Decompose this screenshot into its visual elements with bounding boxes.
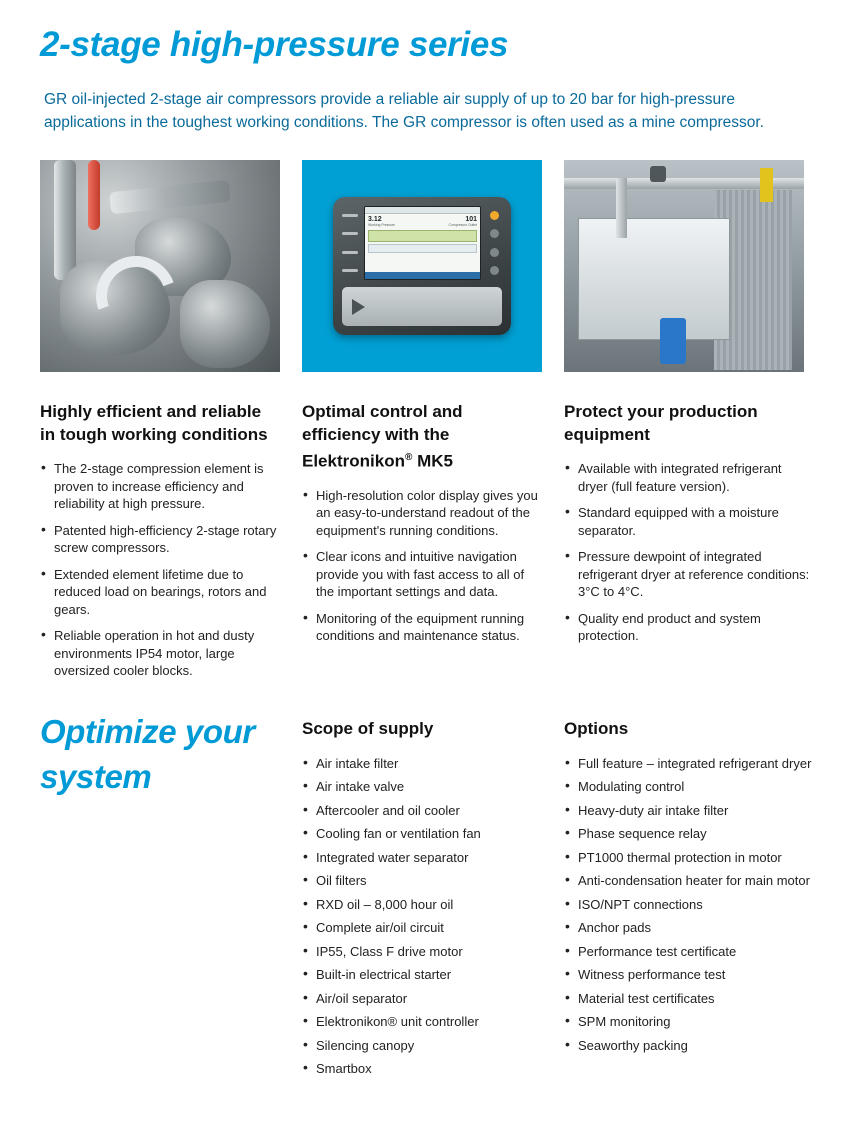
screen-label-outlet: Compressor Outlet — [448, 223, 477, 227]
list-item: • PT1000 thermal protection in motor — [564, 849, 814, 867]
list-item: • Silencing canopy — [302, 1037, 542, 1055]
round-key-icon — [490, 266, 499, 275]
heading-line-1: Optimal control and — [302, 402, 463, 421]
red-pipe-shape — [88, 160, 100, 230]
options-heading: Options — [564, 718, 629, 738]
controller-top — [342, 206, 502, 280]
pipe-shape — [109, 180, 231, 214]
blue-component-shape — [660, 318, 686, 364]
screen-header-bar — [365, 207, 480, 214]
key-line-icon — [342, 214, 358, 217]
screen-sublabels — [365, 223, 480, 227]
key-line-icon — [342, 251, 358, 254]
list-item: • Patented high-efficiency 2-stage rotary screw compressors. — [40, 522, 280, 557]
list-item: • Elektronikon® unit controller — [302, 1013, 542, 1031]
pipe-shape — [54, 160, 76, 280]
list-item: • Full feature – integrated refrigerant dryer — [564, 755, 814, 773]
controller-screen — [364, 206, 481, 280]
list-item: • Modulating control — [564, 778, 814, 796]
controller-right-keys — [487, 206, 502, 280]
list-item: • Clear icons and intuitive navigation provide you with fast access to all of the important settings and data. — [302, 548, 542, 601]
list-item: • Smartbox — [302, 1060, 542, 1078]
list-item: • Aftercooler and oil cooler — [302, 802, 542, 820]
heading-line-3: Elektronikon — [302, 451, 405, 471]
play-icon — [352, 299, 365, 315]
screen-value-temperature: 101 — [465, 216, 477, 223]
list-item: • Seaworthy packing — [564, 1037, 814, 1055]
housing-shape — [180, 280, 270, 368]
screen-footer-bar — [365, 272, 480, 279]
benefit-list-1 — [40, 460, 280, 680]
list-item: • IP55, Class F drive motor — [302, 943, 542, 961]
list-item: • High-resolution color display gives you an easy-to-understand readout of the equipment's running conditions. — [302, 487, 542, 540]
list-item: • Heavy-duty air intake filter — [564, 802, 814, 820]
warning-indicator-icon — [490, 211, 499, 220]
page-title: 2-stage high-pressure series — [40, 25, 509, 64]
controller-left-keys — [342, 206, 358, 280]
intro-paragraph: GR oil-injected 2-stage air compressors provide a reliable air supply of up to 20 bar for high-pressure applications in the toughest working conditions. The GR compressor is often used as a mine compressor. — [44, 91, 764, 131]
list-item: • Performance test certificate — [564, 943, 814, 961]
key-line-icon — [342, 269, 358, 272]
list-item: • Air intake filter — [302, 755, 542, 773]
list-item: • Oil filters — [302, 872, 542, 890]
list-item: • The 2-stage compression element is proven to increase efficiency and reliability at high pressure. — [40, 460, 280, 513]
benefit-list-3 — [564, 460, 814, 645]
list-item: • Air/oil separator — [302, 990, 542, 1008]
lower-section — [40, 713, 825, 1084]
production-equipment-photo — [564, 160, 804, 372]
heading-line-2: efficiency with the — [302, 425, 450, 444]
benefit-list-2 — [302, 487, 542, 645]
screen-values — [365, 214, 480, 223]
list-item: • Integrated water separator — [302, 849, 542, 867]
list-item: • Quality end product and system protection. — [564, 610, 814, 645]
benefit-heading-1: Highly efficient and reliable in tough working conditions — [40, 402, 268, 444]
controller-device — [333, 197, 511, 335]
key-line-icon — [342, 232, 358, 235]
list-item: • ISO/NPT connections — [564, 896, 814, 914]
round-key-icon — [490, 229, 499, 238]
list-item: • Witness performance test — [564, 966, 814, 984]
list-item: • Available with integrated refrigerant dryer (full feature version). — [564, 460, 814, 495]
list-item: • Complete air/oil circuit — [302, 919, 542, 937]
options-column — [564, 713, 814, 1084]
screen-graph-green — [368, 230, 477, 242]
benefit-column-2 — [302, 400, 542, 689]
scope-of-supply-column — [302, 713, 542, 1084]
benefits-columns — [40, 400, 825, 689]
heading-line-3-tail: MK5 — [412, 451, 453, 471]
benefit-column-1 — [40, 400, 280, 689]
list-item: • Cooling fan or ventilation fan — [302, 825, 542, 843]
valve-shape — [650, 166, 666, 182]
options-list — [564, 755, 814, 1055]
elektronikon-controller-photo — [302, 160, 542, 372]
benefit-heading-3: Protect your production equipment — [564, 402, 758, 444]
optimize-title: Optimize your system — [40, 712, 255, 795]
list-item: • Air intake valve — [302, 778, 542, 796]
screen-label-pressure: Working Pressure — [368, 223, 395, 227]
screen-value-pressure: 3.12 — [368, 216, 382, 223]
dryer-panel-shape — [578, 218, 730, 340]
list-item: • Anchor pads — [564, 919, 814, 937]
benefit-heading-2 — [302, 400, 542, 473]
list-item: • Reliable operation in hot and dusty environments IP54 motor, large oversized cooler blocks. — [40, 627, 280, 680]
list-item: • Anti-condensation heater for main motor — [564, 872, 814, 890]
compressor-element-photo — [40, 160, 280, 372]
list-item: • Material test certificates — [564, 990, 814, 1008]
list-item: • Extended element lifetime due to reduced load on bearings, rotors and gears. — [40, 566, 280, 619]
photo-row — [40, 160, 825, 372]
list-item: • SPM monitoring — [564, 1013, 814, 1031]
screen-graph-grey — [368, 244, 477, 253]
list-item: • Pressure dewpoint of integrated refrigerant dryer at reference conditions: 3°C to 4°C. — [564, 548, 814, 601]
list-item: • RXD oil – 8,000 hour oil — [302, 896, 542, 914]
scope-heading: Scope of supply — [302, 718, 434, 738]
vertical-pipe-shape — [616, 178, 627, 238]
benefit-column-3 — [564, 400, 814, 689]
controller-keypad — [342, 287, 502, 326]
list-item: • Monitoring of the equipment running conditions and maintenance status. — [302, 610, 542, 645]
list-item: • Standard equipped with a moisture separator. — [564, 504, 814, 539]
list-item: • Phase sequence relay — [564, 825, 814, 843]
round-key-icon — [490, 248, 499, 257]
scope-list — [302, 755, 542, 1078]
registered-mark: ® — [404, 452, 413, 463]
yellow-label-shape — [760, 168, 773, 202]
list-item: • Built-in electrical starter — [302, 966, 542, 984]
